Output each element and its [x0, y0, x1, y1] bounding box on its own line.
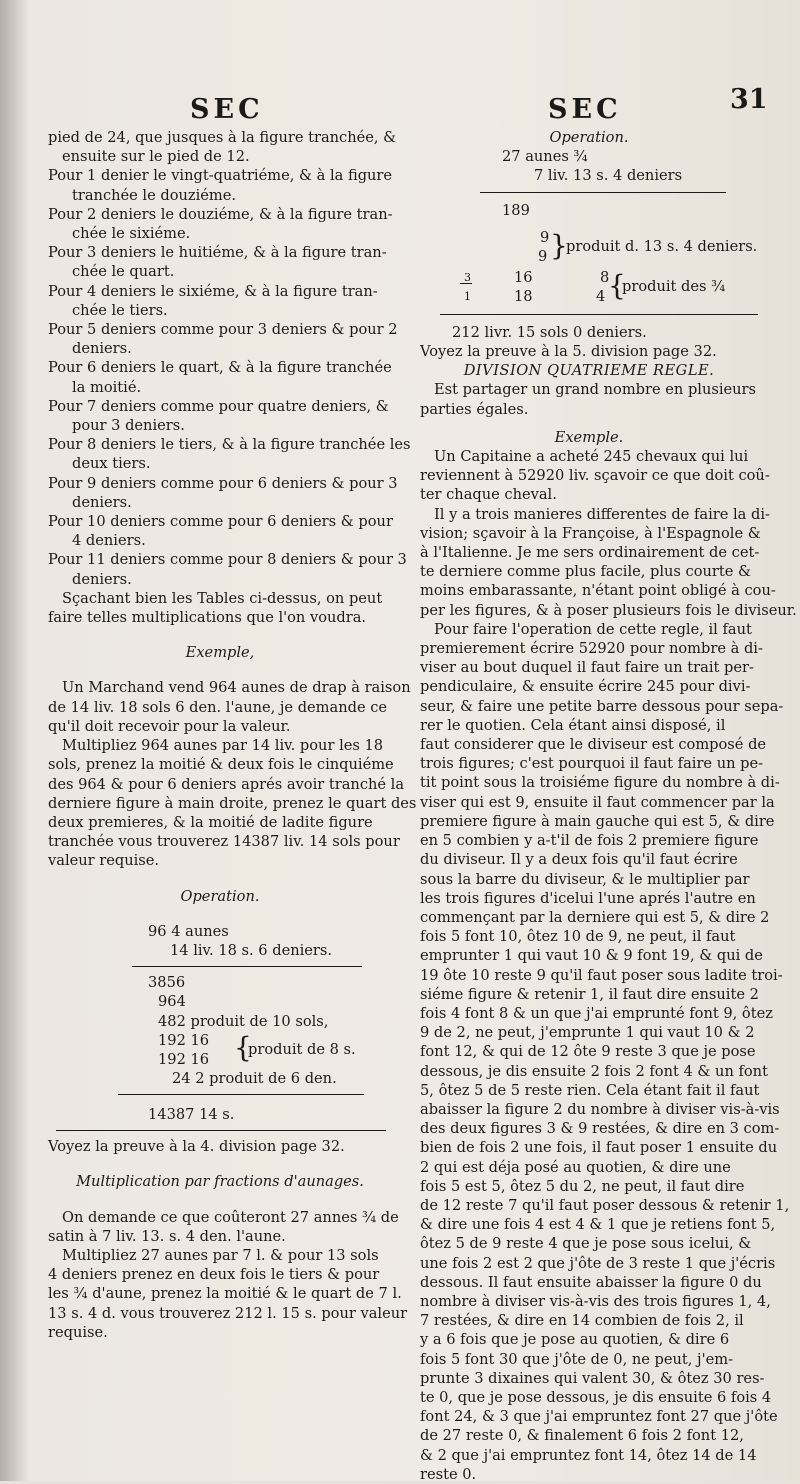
- text-line: tranchée le douziéme.: [72, 186, 237, 204]
- division-paragraphs: [420, 447, 797, 1484]
- text-line: Pour 11 deniers comme pour 8 deniers & pour 3: [48, 551, 407, 569]
- text-line: qu'il doit recevoir pour la valeur.: [48, 717, 291, 735]
- text-line: valeur requise.: [48, 852, 160, 870]
- text-line: deniers.: [72, 493, 132, 511]
- left-column: [48, 128, 417, 1342]
- text-line: chée le quart.: [72, 263, 175, 281]
- multiplication-paragraph: [48, 1208, 408, 1342]
- text-line: les ¾ d'aune, prenez la moitié & le quart de 7 l.: [48, 1285, 402, 1303]
- curly-brace-icon: {: [608, 268, 626, 302]
- text-line: 9 de 2, ne peut, j'emprunte 1 qui vaut 10 & 2: [420, 1024, 755, 1042]
- text-line: Pour 10 deniers comme pour 6 deniers & pour: [48, 513, 393, 531]
- operation-row: 192 16: [158, 1031, 210, 1049]
- text-line: Multipliez 964 aunes par 14 liv. pour les 18: [62, 737, 384, 755]
- text-line: faut considerer que le diviseur est composé de: [420, 736, 767, 754]
- operation-heading: Operation.: [180, 887, 260, 905]
- text-line: Pour 5 deniers comme pour 3 deniers & pour 2: [48, 321, 398, 339]
- operation-row: 4: [596, 287, 606, 305]
- text-line: Pour 6 deniers le quart, & à la figure tranchée: [48, 359, 392, 377]
- left-paragraph-lines: [48, 128, 411, 627]
- text-line: 13 s. 4 d. vous trouverez 212 l. 15 s. pour valeur: [48, 1304, 408, 1322]
- text-line: 5, ôtez 5 de 5 reste rien. Cela étant fait il faut: [420, 1081, 760, 1099]
- text-line: nombre à diviser vis-à-vis des trois figures 1, 4,: [420, 1292, 771, 1310]
- text-line: siéme figure & retenir 1, il faut dire ensuite 2: [420, 985, 759, 1003]
- text-line: tit point sous la troisiéme figure du nombre à di-: [420, 774, 780, 792]
- operation-brace-group: [48, 1031, 392, 1069]
- text-line: Un Capitaine a acheté 245 chevaux qui lui: [434, 448, 749, 466]
- operation-multiplicand: 27 aunes ¾: [502, 148, 588, 166]
- fraction-denominator: 1: [464, 289, 471, 303]
- operation-row: 8: [600, 268, 610, 286]
- text-line: les trois figures d'icelui l'une aprés l'autre en: [420, 889, 756, 907]
- text-line: sous la barre du diviseur, & le multiplier par: [420, 870, 750, 888]
- text-line: 7 restées, & dire en 14 combien de fois 2, il: [420, 1312, 744, 1330]
- text-line: chée le sixiéme.: [72, 225, 191, 243]
- text-line: 2 qui est déja posé au quotien, & dire une: [420, 1158, 731, 1176]
- operation-total: 212 livr. 15 sols 0 deniers.: [452, 323, 647, 341]
- text-line: 19 ôte 10 reste 9 qu'il faut poser sous ladite troi-: [420, 966, 783, 984]
- division-heading: DIVISION QUATRIEME REGLE.: [463, 362, 715, 380]
- operation-row: 482 produit de 10 sols,: [158, 1012, 329, 1030]
- curly-brace-icon: {: [234, 1030, 252, 1064]
- page-gutter-shadow: [0, 0, 30, 1481]
- text-line: Pour 4 deniers le sixiéme, & à la figure tran-: [48, 282, 378, 300]
- text-line: dessous. Il faut ensuite abaisser la figure 0 du: [420, 1273, 762, 1291]
- text-line: per les figures, & à poser plusieurs fois le diviseur.: [420, 601, 797, 619]
- operation-multiplier: 14 liv. 18 s. 6 deniers.: [170, 941, 333, 959]
- text-line: Un Marchand vend 964 aunes de drap à raison: [62, 679, 411, 697]
- text-line: derniere figure à main droite, prenez le quart des: [48, 794, 417, 812]
- text-line: & 2 que j'ai empruntez font 14, ôtez 14 de 14: [420, 1446, 757, 1464]
- text-line: satin à 7 liv. 13. s. 4 den. l'aune.: [48, 1227, 286, 1245]
- text-line: ôtez 5 de 9 reste 4 que je pose sous icelui, &: [420, 1235, 752, 1253]
- voyez-note: Voyez la preuve à la 4. division page 32.: [48, 1138, 345, 1156]
- operation-row: 3856: [148, 974, 186, 992]
- operation-brace-group: [420, 268, 758, 308]
- text-line: tranchée vous trouverez 14387 liv. 14 sols pour: [48, 833, 400, 851]
- operation-row: 9: [540, 228, 550, 246]
- text-line: On demande ce que coûteront 27 annes ¾ de: [62, 1208, 399, 1226]
- operation-row: 192 16: [158, 1050, 210, 1068]
- text-line: premiere figure à main gauche qui est 5, & dire: [420, 812, 775, 830]
- text-line: abaisser la figure 2 du nombre à diviser vis-à-vis: [420, 1100, 780, 1118]
- text-line: sols, prenez la moitié & deux fois le cinquiéme: [48, 756, 394, 774]
- curly-brace-icon: }: [550, 228, 568, 262]
- text-line: Il y a trois manieres differentes de faire la di-: [434, 505, 770, 523]
- operation-row: 16: [514, 268, 533, 286]
- operation-total: 14387 14 s.: [148, 1105, 235, 1123]
- page-number: 31: [730, 84, 768, 115]
- fraction-numerator: 3: [464, 270, 471, 284]
- exemple-heading: Exemple,: [185, 644, 255, 662]
- operation-heading: Operation.: [549, 129, 629, 146]
- operation-row: 24 2 produit de 6 den.: [172, 1069, 337, 1087]
- text-line: & dire une fois 4 est 4 & 1 que je retiens font 5,: [420, 1216, 776, 1234]
- text-line: rer le quotien. Cela étant ainsi disposé, il: [420, 716, 726, 734]
- text-line: 4 deniers.: [72, 532, 146, 550]
- operation-multiplier: 7 liv. 13 s. 4 deniers: [534, 167, 683, 185]
- right-column: [420, 128, 797, 1484]
- text-line: fois 5 est 5, ôtez 5 du 2, ne peut, il faut dire: [420, 1177, 745, 1195]
- text-line: Multipliez 27 aunes par 7 l. & pour 13 sols: [62, 1246, 379, 1264]
- text-line: chée le tiers.: [72, 301, 168, 319]
- text-line: vision; sçavoir à la Françoise, à l'Espagnole &: [420, 524, 761, 542]
- text-line: dessous, je dis ensuite 2 fois 2 font 4 & un font: [420, 1062, 768, 1080]
- text-line: reviennent à 52920 liv. sçavoir ce que doit coû-: [420, 467, 770, 485]
- text-line: Pour 3 deniers le huitiéme, & à la figure tran-: [48, 244, 387, 262]
- text-line: commençant par la derniere qui est 5, & dire 2: [420, 908, 770, 926]
- operation-row: 189: [502, 201, 530, 219]
- text-line: de 27 reste 0, & finalement 6 fois 2 font 12,: [420, 1427, 744, 1445]
- text-line: y a 6 fois que je pose au quotien, & dire 6: [420, 1331, 730, 1349]
- text-line: de 12 reste 7 qu'il faut poser dessous & retenir 1,: [420, 1196, 790, 1214]
- text-line: Pour faire l'operation de cette regle, il faut: [434, 620, 752, 638]
- text-line: Pour 7 deniers comme pour quatre deniers, &: [48, 397, 389, 415]
- operation-row: 9: [538, 247, 548, 265]
- text-line: des deux figures 3 & 9 restées, & dire en 3 com-: [420, 1120, 780, 1138]
- text-line: parties égales.: [420, 400, 529, 418]
- text-line: deniers.: [72, 340, 132, 358]
- text-line: te derniere comme plus facile, plus courte &: [420, 563, 752, 581]
- text-line: bien de fois 2 une fois, il faut poser 1 ensuite du: [420, 1139, 778, 1157]
- operation-row: 18: [514, 287, 533, 305]
- multiplication-heading: Multiplication par fractions d'aunages.: [76, 1173, 364, 1191]
- text-line: fois 5 font 30 que j'ôte de 0, ne peut, j'em-: [420, 1350, 734, 1368]
- text-line: 4 deniers prenez en deux fois le tiers & pour: [48, 1266, 380, 1284]
- text-line: deux tiers.: [72, 455, 151, 473]
- operation-brace-label: produit de 8 s.: [248, 1040, 356, 1058]
- text-line: reste 0.: [420, 1465, 477, 1483]
- text-line: la moitié.: [72, 378, 142, 396]
- text-line: premierement écrire 52920 pour nombre à di-: [420, 640, 763, 658]
- text-line: deniers.: [72, 570, 132, 588]
- multiplication-operation: [48, 922, 392, 1137]
- text-line: Pour 9 deniers comme pour 6 deniers & pour 3: [48, 474, 398, 492]
- text-line: emprunter 1 qui vaut 10 & 9 font 19, & qui de: [420, 947, 763, 965]
- text-line: pendiculaire, & ensuite écrire 245 pour divi-: [420, 678, 751, 696]
- text-line: viser qui est 9, ensuite il faut commencer par la: [420, 793, 775, 811]
- text-line: pied de 24, que jusques à la figure tranchée, &: [48, 129, 397, 146]
- text-line: une fois 2 est 2 que j'ôte de 3 reste 1 que j'écris: [420, 1254, 776, 1272]
- text-line: trois figures; c'est pourquoi il faut faire un pe-: [420, 755, 764, 773]
- text-line: fois 5 font 10, ôtez 10 de 9, ne peut, il faut: [420, 928, 736, 946]
- text-line: deux premieres, & la moitié de ladite figure: [48, 813, 373, 831]
- text-line: pour 3 deniers.: [72, 417, 185, 435]
- text-line: des 964 & pour 6 deniers aprés avoir tranché la: [48, 775, 405, 793]
- text-line: te 0, que je pose dessous, je dis ensuite 6 fois 4: [420, 1388, 772, 1406]
- text-line: prunte 3 dixaines qui valent 30, & ôtez 30 res-: [420, 1369, 765, 1387]
- text-line: Pour 1 denier le vingt-quatriéme, & à la figure: [48, 167, 393, 185]
- operation-row: 964: [158, 993, 186, 1011]
- text-line: en 5 combien y a-t'il de fois 2 premiere figure: [420, 832, 759, 850]
- text-line: faire telles multiplications que l'on voudra.: [48, 609, 367, 627]
- text-line: seur, & faire une petite barre dessous pour sepa-: [420, 697, 784, 715]
- operation-brace-label: produit des ¾: [622, 277, 726, 295]
- text-line: requise.: [48, 1323, 108, 1341]
- text-line: Est partager un grand nombre en plusieurs: [434, 381, 757, 399]
- operation-brace-label: produit d. 13 s. 4 deniers.: [566, 237, 758, 255]
- running-head-left: SEC: [190, 94, 264, 125]
- text-line: Sçachant bien les Tables ci-dessus, on peut: [62, 589, 383, 607]
- text-line: font 12, & qui de 12 ôte 9 reste 3 que je pose: [420, 1043, 756, 1061]
- text-line: à l'Italienne. Je me sers ordinairement de cet-: [420, 544, 760, 562]
- operation-brace-group: [420, 228, 758, 268]
- text-line: ter chaque cheval.: [420, 486, 557, 504]
- text-line: du diviseur. Il y a deux fois qu'il faut écrire: [420, 851, 738, 869]
- running-head-right: SEC: [548, 94, 622, 125]
- text-line: Pour 8 deniers le tiers, & à la figure tranchée les: [48, 436, 411, 454]
- text-line: font 24, & 3 que j'ai empruntez font 27 que j'ôte: [420, 1408, 778, 1426]
- voyez-note: Voyez la preuve à la 5. division page 32.: [420, 343, 717, 361]
- operation-multiplicand: 96 4 aunes: [148, 922, 229, 940]
- text-line: fois 4 font 8 & un que j'ai emprunté font 9, ôtez: [420, 1004, 773, 1022]
- exemple-paragraph: [48, 678, 417, 870]
- text-line: viser au bout duquel il faut faire un trait per-: [420, 659, 754, 677]
- text-line: ensuite sur le pied de 12.: [62, 148, 250, 166]
- text-line: de 14 liv. 18 sols 6 den. l'aune, je demande ce: [48, 698, 388, 716]
- text-line: moins embarassante, n'étant point obligé à cou-: [420, 582, 776, 600]
- exemple-heading: Exemple.: [554, 428, 624, 446]
- text-line: Pour 2 deniers le douziéme, & à la figure tran-: [48, 205, 393, 223]
